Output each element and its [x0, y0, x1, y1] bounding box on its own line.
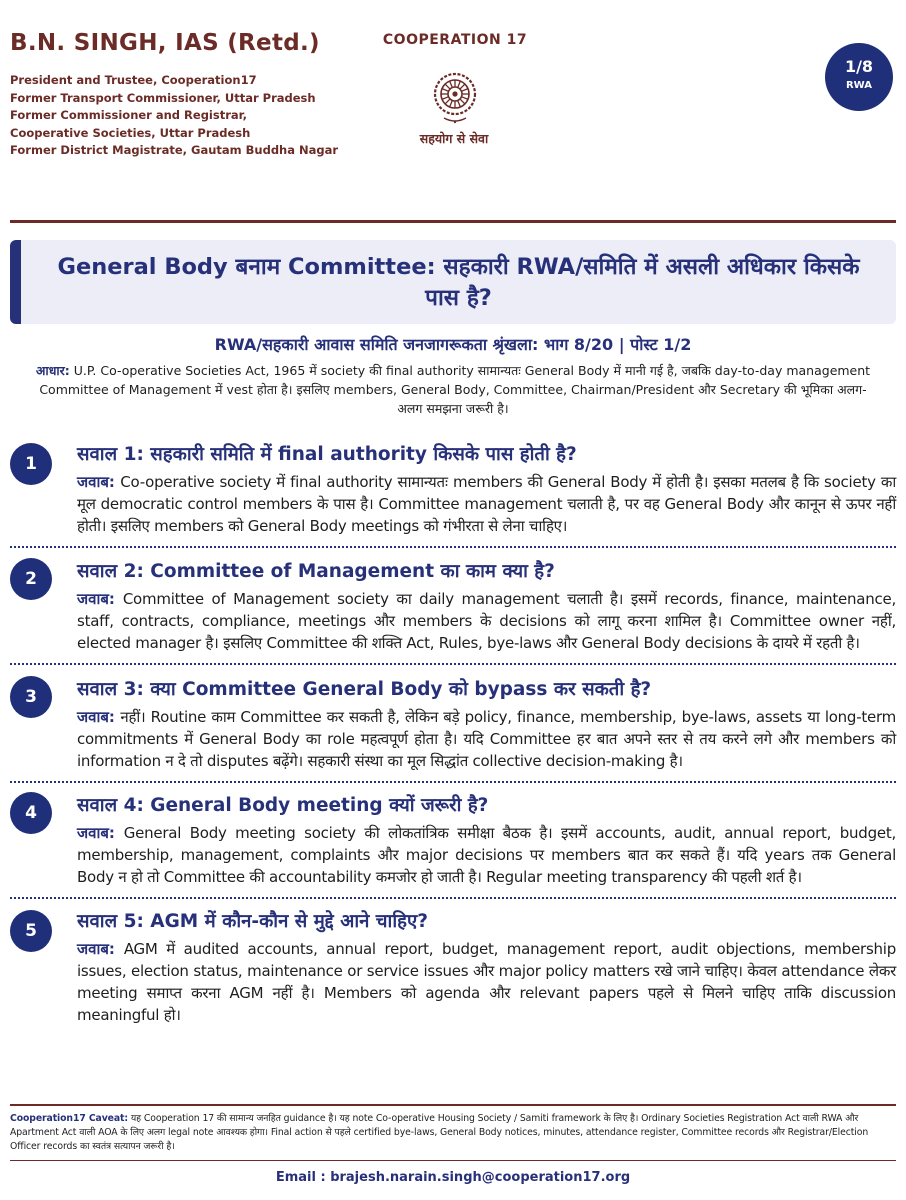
question-number: 2 [10, 558, 52, 600]
organization-tagline: सहयोग से सेवा [419, 131, 489, 146]
section-divider [10, 546, 896, 548]
footer-divider [10, 1160, 896, 1161]
footer-divider [10, 1104, 896, 1106]
page-title: General Body बनाम Committee: सहकारी RWA/समिति में असली अधिकार किसके पास है? [57, 254, 860, 311]
answer-label: जवाब: [77, 824, 115, 842]
page-tag: RWA [845, 80, 873, 91]
answer-body: AGM में audited accounts, annual report, budget, management report, audit objections, membership issues, election status, maintenance or service issues और major policy matters रखे जाने चाहिए। केवल attendance लेकर meeting समाप्त करना AGM नहीं है। Members को agenda और relevant papers पहले से मिलने चाहिए ताकि discussion meaningful हो। [77, 940, 896, 1024]
header-divider [10, 220, 896, 223]
author-role: Former Commissioner and Registrar, [10, 108, 247, 122]
author-name: B.N. SINGH, IAS (Retd.) [10, 30, 320, 56]
basis-text: U.P. Co-operative Societies Act, 1965 में society की final authority सामान्यतः General Body में मानी गई है, जबकि day-to-day management Committee of Management में vest होता है। इसलिए members, General Body, Committee, Chairman/President और Secretary की भूमिका अलग-अलग समझना जरूरी है। [39, 363, 871, 416]
question-number: 5 [10, 910, 52, 952]
author-roles [10, 72, 340, 160]
series-subtitle: RWA/सहकारी आवास समिति जनजागरूकता श्रृंखला: भाग 8/20 | पोस्ट 1/2 [214, 335, 692, 354]
basis-label: आधार: [35, 363, 70, 378]
caveat-label: Cooperation17 Caveat: [10, 1113, 129, 1124]
answer-label: जवाब: [77, 590, 115, 608]
section-divider [10, 663, 896, 665]
caveat-note [10, 1112, 896, 1154]
answer-text [77, 822, 896, 888]
section-divider [10, 781, 896, 783]
author-role: Former District Magistrate, Gautam Buddha Nagar [10, 143, 339, 157]
question-heading: सवाल 5: AGM में कौन-कौन से मुद्दे आने चाहिए? [77, 911, 428, 932]
author-role: Cooperative Societies, Uttar Pradesh [10, 125, 251, 140]
answer-text [77, 706, 896, 772]
chakra-seal-icon [430, 70, 480, 126]
title-banner [10, 240, 896, 324]
organization-name: COOPERATION 17 [382, 32, 528, 48]
answer-text [77, 588, 896, 654]
organization-block [370, 32, 540, 147]
question-heading: सवाल 2: Committee of Management का काम क्या है? [77, 561, 555, 582]
question-number: 4 [10, 792, 52, 834]
answer-label: जवाब: [77, 473, 115, 491]
answer-body: नहीं। Routine काम Committee कर सकती है, लेकिन बड़े policy, finance, membership, bye-laws, assets या long-term commitments में General Body का role महत्वपूर्ण होता है। यदि Committee हर बात अपने स्तर से तय करने लगे और members को information न दे तो disputes बढ़ेंगे। सहकारी संस्था का मूल सिद्धांत collective decision-making है। [77, 708, 896, 770]
page-number: 1/8 [844, 57, 874, 76]
page-number-badge [825, 43, 893, 111]
question-heading: सवाल 4: General Body meeting क्यों जरूरी है? [77, 795, 489, 816]
question-heading: सवाल 1: सहकारी समिति में final authority किसके पास होती है? [77, 444, 577, 465]
answer-text [77, 471, 896, 537]
answer-label: जवाब: [77, 940, 115, 958]
question-number: 3 [10, 676, 52, 718]
section-divider [10, 897, 896, 899]
page-header [0, 0, 906, 222]
contact-email: Email : brajesh.narain.singh@cooperation17.org [275, 1170, 631, 1185]
answer-body: Committee of Management society का daily management चलाती है। इसमें records, finance, maintenance, staff, contracts, compliance, meetings और members के decisions को लागू करना शामिल है। Committee owner नहीं, elected manager है। इसलिए Committee की शक्ति Act, Rules, bye-laws और General Body decisions के दायरे में रहती है। [77, 590, 896, 652]
answer-label: जवाब: [77, 708, 115, 726]
question-heading: सवाल 3: क्या Committee General Body को bypass कर सकती है? [77, 679, 652, 700]
answer-text [77, 938, 896, 1026]
caveat-text: यह Cooperation 17 की सामान्य जनहित guidance है। यह note Co-operative Housing Society / Samiti framework के लिए है। Ordinary Societies Registration Act वाली RWA और Apartment Act वाली AOA के लिए अलग legal note आवश्यक होगा। Final action से पहले certified bye-laws, General Body notices, minutes, attendance register, Committee records और Registrar/Election Officer records का स्वतंत्र सत्यापन जरूरी है। [10, 1113, 869, 1152]
answer-body: General Body meeting society की लोकतांत्रिक समीक्षा बैठक है। इसमें accounts, audit, annual report, budget, membership, management, complaints और major decisions पर members बात कर सकते हैं। यदि years तक General Body न हो तो Committee की accountability कमजोर हो जाती है। Regular meeting transparency की पहली शर्त है। [77, 824, 896, 886]
author-role: Former Transport Commissioner, Uttar Pradesh [10, 90, 316, 105]
answer-body: Co-operative society में final authority सामान्यतः members की General Body में होती है। इसका मतलब है कि society का मूल democratic control members के पास है। Committee management चलाती है, पर वह General Body और कानून से ऊपर नहीं होती। इसलिए members को General Body meetings को गंभीरता से लेना चाहिए। [77, 473, 896, 535]
question-number: 1 [10, 443, 52, 485]
author-role: President and Trustee, Cooperation17 [10, 73, 257, 87]
basis-note [30, 361, 876, 418]
